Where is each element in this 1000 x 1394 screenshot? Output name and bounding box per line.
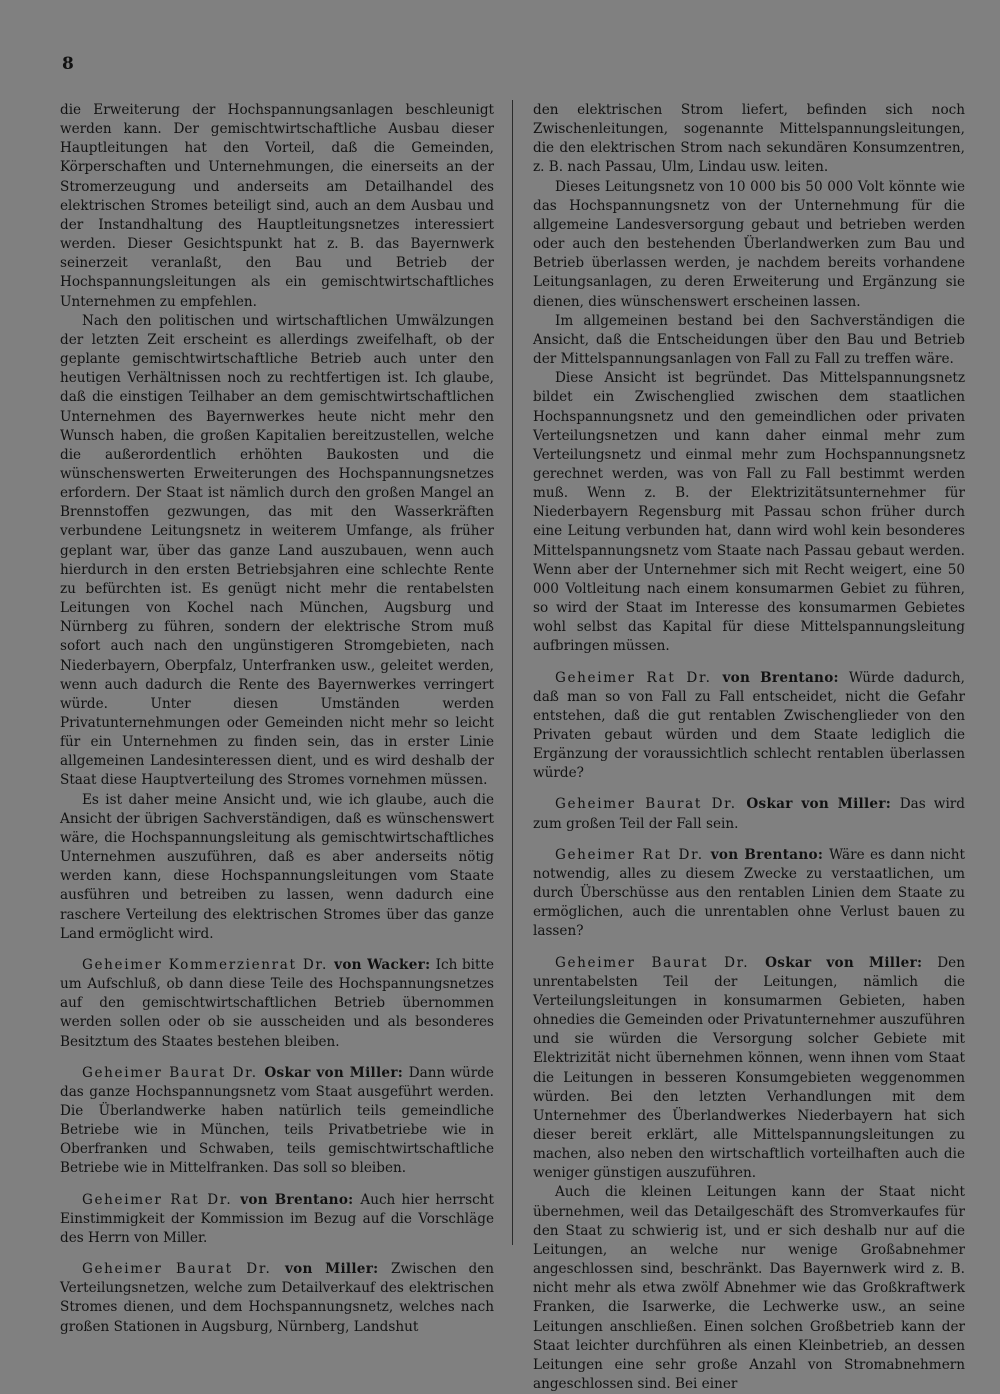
speaker-name: Oskar von Miller: bbox=[765, 954, 938, 971]
speaker-title: Geheimer Baurat Dr. bbox=[555, 954, 766, 971]
speech-text: Das wird zum großen Teil der Fall sein. bbox=[533, 796, 965, 832]
speaker-title: Geheimer Baurat Dr. bbox=[82, 1261, 285, 1278]
paragraph: Im allgemeinen bestand bei den Sachverständigen die Ansicht, daß die Entscheidungen über den Bau und Betrieb der Mittelspannungsanlagen von Fall zu Fall zu treffen wäre. bbox=[533, 312, 965, 368]
speech-paragraph bbox=[60, 1191, 494, 1248]
speaker-title: Geheimer Kommerzienrat Dr. bbox=[82, 956, 335, 973]
paragraph: Es ist daher meine Ansicht und, wie ich glaube, auch die Ansicht der übrigen Sachverständigen, daß es wünschenswert wäre, die Hochspannungsleitung als gemischtwirtschaftliches Unternehmen auszuführen, daß es aber anderseits nötig werden kann, diese Hochspannungsleitungen vom Staate ausführen und betreiben zu lassen, wenn dadurch eine raschere Verteilung des elektrischen Stromes über das ganze Land ermöglicht wird. bbox=[60, 791, 494, 942]
speech-paragraph bbox=[533, 795, 965, 833]
speaker-title: Geheimer Rat Dr. bbox=[555, 846, 711, 863]
page-number: 8 bbox=[62, 54, 74, 74]
paragraph: Dieses Leitungsnetz von 10 000 bis 50 000 Volt könnte wie das Hochspannungsnetz von der Unternehmung für die allgemeine Landesversorgung gebaut und betrieben werden oder auch den bestehenden Überlandwerken zum Bau und Betrieb überlassen werden, je nachdem bereits vorhandene Leitungsanlagen, zu deren Erweiterung und Ergänzung sie dienen, dies wünschenswert erscheinen lassen. bbox=[533, 178, 965, 310]
speech-paragraph bbox=[533, 669, 965, 784]
speech-paragraph bbox=[60, 956, 494, 1052]
speech-paragraph bbox=[533, 954, 965, 1184]
speaker-name: Oskar von Miller: bbox=[264, 1064, 409, 1081]
speech-text: Auch hier herrscht Einstimmigkeit der Kommission im Bezug auf die Vorschläge des Herrn von Miller. bbox=[60, 1191, 494, 1246]
paragraph: Diese Ansicht ist begründet. Das Mittelspannungsnetz bildet ein Zwischenglied zwischen dem staatlichen Hochspannungsnetz und den gemeindlichen oder privaten Verteilungsnetzen und kann daher einmal mehr zum Verteilungsnetz und einmal mehr zum Hochspannungsnetz gerechnet werden, was von Fall zu Fall bestimmt werden muß. Wenn z. B. der Elektrizitätsunternehmer für Niederbayern Regensburg mit Passau schon früher durch eine Leitung verbunden hat, dann wird wohl kein besonderes Mittelspannungsnetz vom Staate nach Passau gebaut werden. Wenn aber der Unternehmer sich mit Recht weigert, eine 50 000 Voltleitung nach einem konsumarmen Gebiet zu führen, so wird der Staat im Interesse des konsumarmen Gebietes wohl selbst das Kapital für diese Mittelspannungsleitung aufbringen müssen. bbox=[533, 370, 965, 655]
continued-paragraph: die Erweiterung der Hochspannungsanlagen beschleunigt werden kann. Der gemischtwirtschaftliche Ausbau dieser Hauptleitungen hat den Vorteil, daß die Gemeinden, Körperschaften und Unternehmungen, die einerseits an der Stromerzeugung und anderseits am Detailhandel des elektrischen Stromes beteiligt sind, auch an dem Ausbau und der Instandhaltung des Hauptleitungsnetzes interessiert werden. Dieser Gesichtspunkt hat z. B. das Bayernwerk seinerzeit veranlaßt, den Bau und Betrieb der Hochspannungsleitungen als ein gemischtwirtschaftliches Unternehmen zu empfehlen. bbox=[60, 102, 494, 310]
speaker-title: Geheimer Baurat Dr. bbox=[555, 796, 747, 813]
right-column bbox=[533, 101, 965, 1394]
column-divider bbox=[512, 100, 513, 1245]
left-column bbox=[60, 101, 494, 1337]
speaker-title: Geheimer Rat Dr. bbox=[82, 1191, 241, 1208]
speaker-title: Geheimer Rat Dr. bbox=[555, 669, 723, 686]
speech-text: Dann würde das ganze Hochspannungsnetz vom Staat ausgeführt werden. Die Überlandwerke haben natürlich teils gemeindliche Betriebe wie in München, teils Privatbetriebe wie in Oberfranken und Schwaben, teils gemischtwirtschaftliche Betriebe wie in Mittelfranken. Das soll so bleiben. bbox=[60, 1064, 494, 1177]
speech-paragraph bbox=[533, 846, 965, 942]
speaker-name: von Brentano: bbox=[240, 1191, 361, 1208]
speech-text: Würde dadurch, daß man so von Fall zu Fall entscheidet, nicht die Gefahr entstehen, daß die gut rentablen Zwischenglieder von den Privaten gebaut würden und dem Staate lediglich die Ergänzung der voraussichtlich schlecht rentablen überlassen würde? bbox=[533, 669, 965, 782]
speaker-name: von Miller: bbox=[284, 1261, 392, 1278]
speaker-name: Oskar von Miller: bbox=[746, 796, 900, 813]
paragraph: Auch die kleinen Leitungen kann der Staat nicht übernehmen, weil das Detailgeschäft des Stromverkaufes für den Staat zu schwierig ist, und er sich deshalb nur auf die Leitungen, an welche nur wenige Großabnehmer angeschlossen sind, beschränkt. Das Bayernwerk wird z. B. nicht mehr als etwa zwölf Abnehmer wie das Großkraftwerk Franken, die Isarwerke, die Lechwerke usw., an seine Leitungen anschließen. Einen solchen Großbetrieb kann der Staat leichter durchführen als einen Kleinbetrieb, an dessen Leitungen eine sehr große Anzahl von Stromabnehmern angeschlossen sind. Bei einer bbox=[533, 1184, 965, 1392]
continued-paragraph: den elektrischen Strom liefert, befinden sich noch Zwischenleitungen, sogenannte Mittelspannungsleitungen, die den elektrischen Strom nach sekundären Konsumzentren, z. B. nach Passau, Ulm, Lindau usw. leiten. bbox=[533, 102, 965, 176]
speaker-name: von Brentano: bbox=[710, 846, 830, 863]
paragraph: Nach den politischen und wirtschaftlichen Umwälzungen der letzten Zeit erscheint es allerdings zweifelhaft, ob der geplante gemischtwirtschaftliche Betrieb auch unter den heutigen Verhältnissen noch zu rechtfertigen ist. Ich glaube, daß die einstigen Teilhaber an dem gemischtwirtschaftlichen Unternehmen des Bayernwerkes heute nicht mehr den Wunsch haben, die großen Kapitalien bereitzustellen, welche die außerordentlich erhöhten Baukosten und die wünschenswerten Erweiterungen des Hochspannungsnetzes erfordern. Der Staat ist nämlich durch den großen Mangel an Brennstoffen gezwungen, das mit den Wasserkräften verbundene Leitungsnetz in weiterem Umfange, als früher geplant war, über das ganze Land auszubauen, wenn auch hierdurch in den ersten Betriebsjahren eine schlechte Rente zu befürchten ist. Es genügt nicht mehr die rentabelsten Leitungen von Kochel nach München, Augsburg und Nürnberg zu führen, sondern der elektrische Strom muß sofort auch nach den ungünstigeren Stromgebieten, nach Niederbayern, Oberpfalz, Unterfranken usw., geleitet werden, wenn auch dadurch die Rente des Bayernwerkes verringert würde. Unter diesen Umständen werden Privatunternehmungen oder Gemeinden nicht mehr so leicht für ein Unternehmen zu finden sein, das in erster Linie allgemeinen Landesinteressen dient, und es wird deshalb der Staat diese Hauptverteilung des Stromes vornehmen müssen. bbox=[60, 312, 494, 789]
speech-text: Wäre es dann nicht notwendig, alles zu diesem Zwecke zu verstaatlichen, um durch Überschüsse aus den rentablen Linien dem Staate zu ermöglichen, auch die unrentablen ohne Verlust bauen zu lassen? bbox=[533, 846, 966, 940]
speaker-name: von Brentano: bbox=[722, 669, 849, 686]
speech-text: Ich bitte um Aufschluß, ob dann diese Teile des Hochspannungsnetzes auf den gemischtwirtschaftlichen Betrieb übernommen werden sollen oder ob sie ausscheiden und als besonderes Besitztum des Staates bestehen bleiben. bbox=[60, 956, 494, 1050]
speech-paragraph bbox=[60, 1260, 494, 1337]
speaker-name: von Wacker: bbox=[334, 956, 436, 973]
speech-paragraph bbox=[60, 1064, 494, 1179]
speaker-title: Geheimer Baurat Dr. bbox=[82, 1064, 265, 1081]
speech-text: Zwischen den Verteilungsnetzen, welche zum Detailverkauf des elektrischen Stromes dienen, und dem Hochspannungsnetz, welches nach großen Stationen in Augsburg, Nürnberg, Landshut bbox=[60, 1261, 494, 1335]
speech-text: Den unrentabelsten Teil der Leitungen, nämlich die Verteilungsleitungen in konsumarmen Gebieten, haben ohnedies die Gemeinden oder Privatunternehmer auszuführen und sie würden die Versorgung solcher Gebiete mit Elektrizität nicht übernehmen können, wenn ihnen vom Staat die Leitungen in besseren Konsumgebieten weggenommen würden. Bei den letzten Verhandlungen mit dem Unternehmer des Überlandwerkes Niederbayern hat sich dieser bereit erklärt, alle Mittelspannungsleitungen zu machen, also neben den wirtschaftlich vorteilhaften auch die weniger günstigen auszuführen. bbox=[533, 954, 965, 1182]
